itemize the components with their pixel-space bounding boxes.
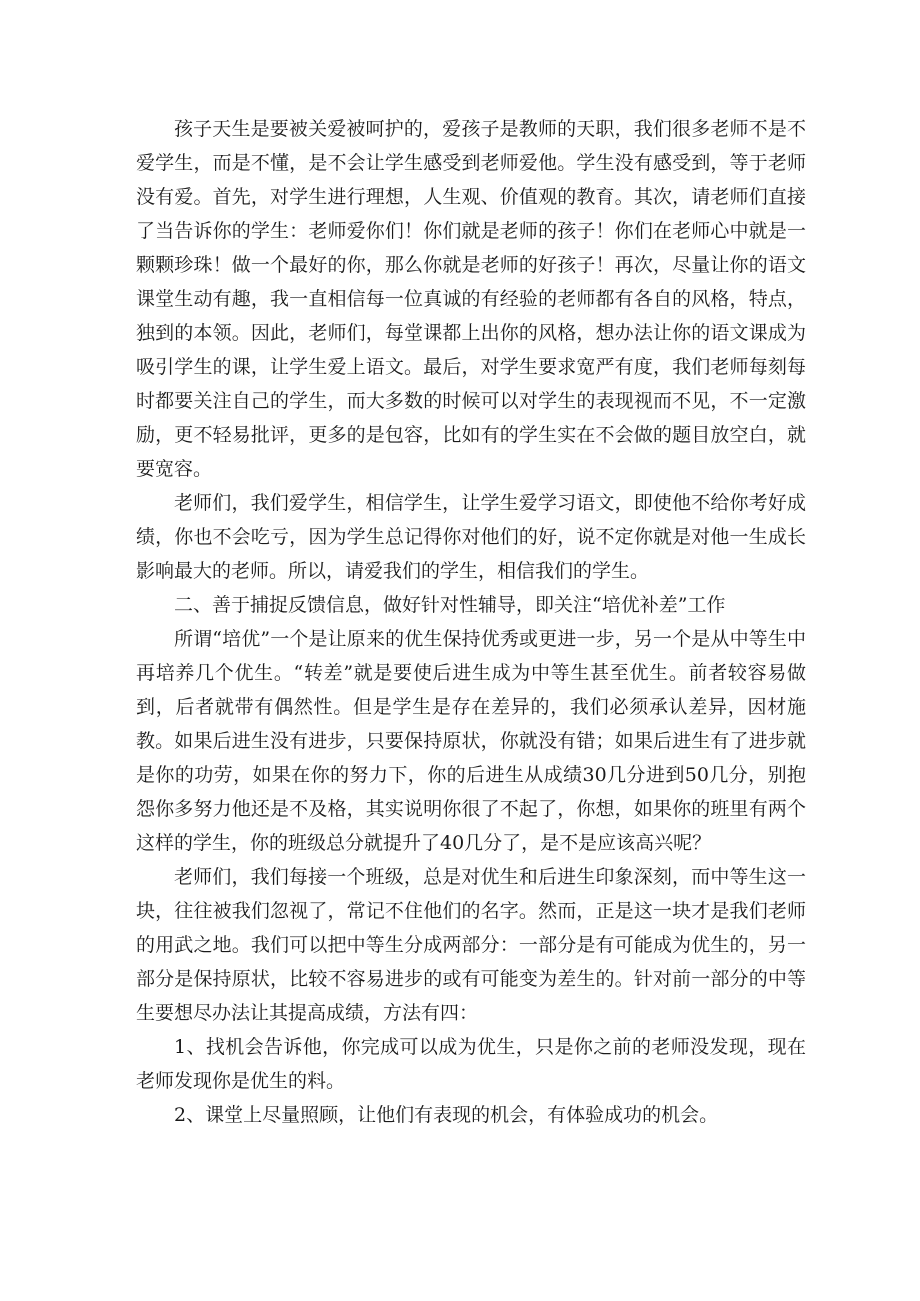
paragraph-cultivate-excellence: 所谓“培优”一个是让原来的优生保持优秀或更进一步，另一个是从中等生中再培养几个优生。“转差”就是要使后进生成为中等生甚至优生。前者较容易做到，后者就带有偶然性。但是学生是存在差异的，我们必须承认差异，因材施教。如果后进生没有进步，只要保持原状，你就没有错；如果后进生有了进步就是你的功劳，如果在你的努力下，你的后进生从成绩30几分进到50几分，别抱怨你多努力他还是不及格，其实说明你很了不起了，你想，如果你的班里有两个这样的学生，你的班级总分就提升了40几分了，是不是应该高兴呢？: [136, 628, 806, 854]
paragraph-middle-students: 老师们，我们每接一个班级，总是对优生和后进生印象深刻，而中等生这一块，往往被我们忽视了，常记不住他们的名字。然而，正是这一块才是我们老师的用武之地。我们可以把中等生分成两部分：一部分是有可能成为优生的，另一部分是保持原状，比较不容易进步的或有可能变为差生的。针对前一部分的中等生要想尽办法让其提高成绩，方法有四：: [136, 866, 806, 1024]
list-item-method-2: 2、课堂上尽量照顾，让他们有表现的机会，有体验成功的机会。: [174, 1104, 719, 1126]
document-body: [136, 112, 806, 1132]
section-heading-feedback: 二、善于捕捉反馈信息，做好针对性辅导，即关注“培优补差”工作: [174, 594, 726, 616]
list-item-method-1: 1、找机会告诉他，你完成可以成为优生，只是你之前的老师没发现，现在老师发现你是优生的料。: [136, 1036, 806, 1092]
paragraph-teacher-love: 孩子天生是要被关爱被呵护的，爱孩子是教师的天职，我们很多老师不是不爱学生，而是不懂，是不会让学生感受到老师爱他。学生没有感受到，等于老师没有爱。首先，对学生进行理想，人生观、价值观的教育。其次，请老师们直接了当告诉你的学生：老师爱你们！你们就是老师的孩子！你们在老师心中就是一颗颗珍珠！做一个最好的你，那么你就是老师的好孩子！再次，尽量让你的语文课堂生动有趣，我一直相信每一位真诚的有经验的老师都有各自的风格，特点，独到的本领。因此，老师们，每堂课都上出你的风格，想办法让你的语文课成为吸引学生的课，让学生爱上语文。最后，对学生要求宽严有度，我们老师每刻每时都要关注自己的学生，而大多数的时候可以对学生的表现视而不见，不一定激励，更不轻易批评，更多的是包容，比如有的学生实在不会做的题目放空白，就要宽容。: [136, 118, 806, 480]
paragraph-believe-students: 老师们，我们爱学生，相信学生，让学生爱学习语文，即使他不给你考好成绩，你也不会吃亏，因为学生总记得你对他们的好，说不定你就是对他一生成长影响最大的老师。所以，请爱我们的学生，相信我们的学生。: [136, 492, 806, 582]
